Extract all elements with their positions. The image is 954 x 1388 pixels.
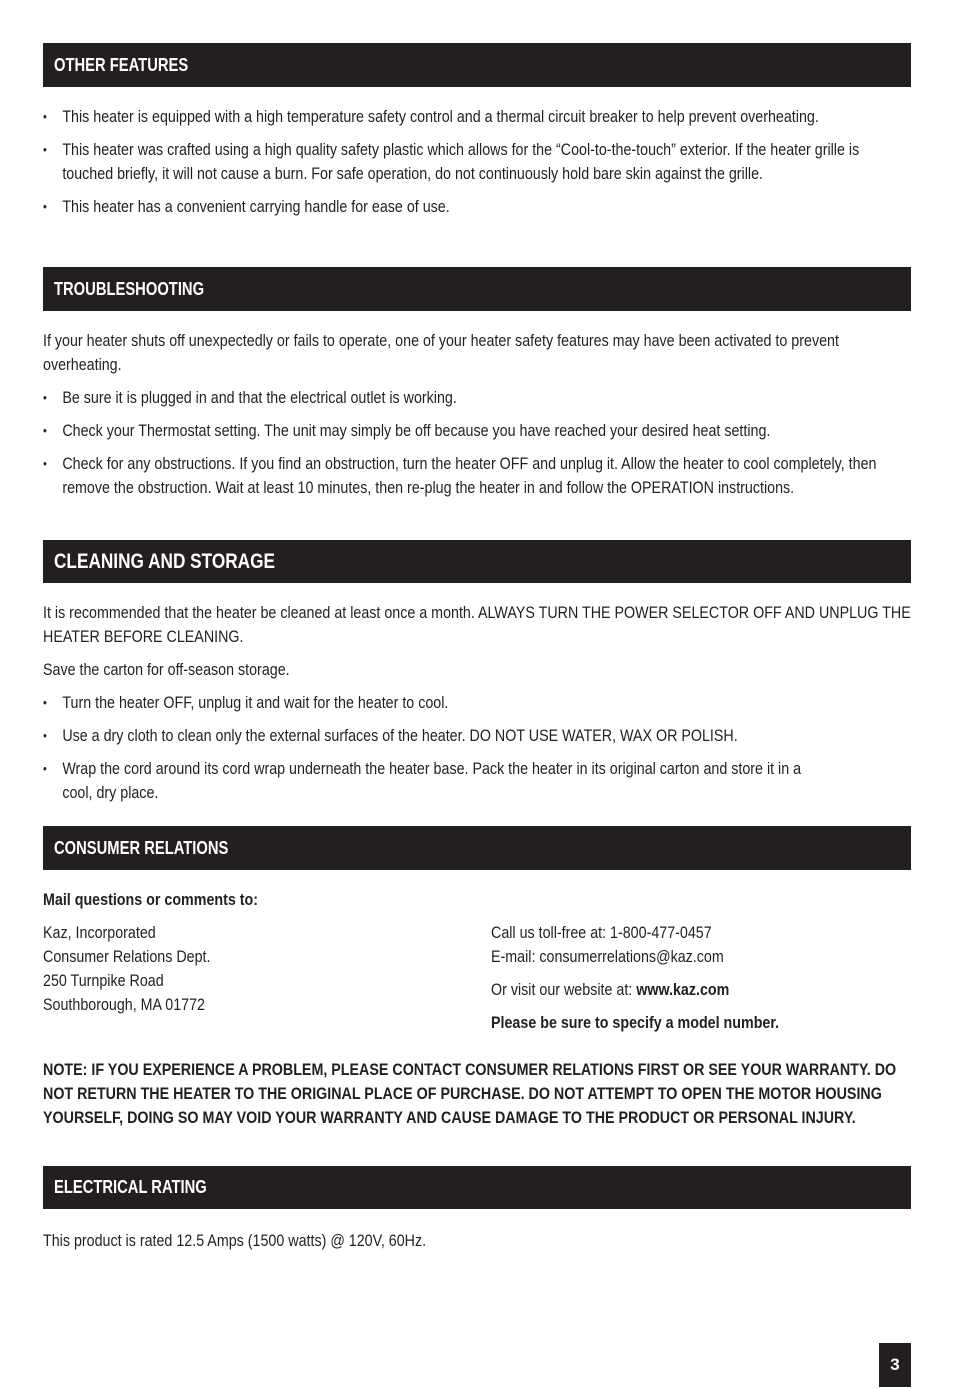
cleaning-intro: It is recommended that the heater be cleaned at least once a month. ALWAYS TURN THE POWER SELECTOR OFF AND UNPLUG THE HEATER BEFORE CLEANING. xyxy=(43,603,911,646)
list-item: • This heater was crafted using a high quality safety plastic which allows for the “Cool-to-the-touch” exterior. If the heater grille is touched briefly, it will not cause a burn. For safe operation, do not continuously hold bare skin against the grille. xyxy=(43,138,913,186)
list-item: • Check your Thermostat setting. The unit may simply be off because you have reached your desired heat setting. xyxy=(43,419,913,443)
website-line: Or visit our website at: www.kaz.com xyxy=(491,980,730,999)
warranty-note: NOTE: IF YOU EXPERIENCE A PROBLEM, PLEASE CONTACT CONSUMER RELATIONS FIRST OR SEE YOUR WARRANTY. DO NOT RETURN THE HEATER TO THE ORIGINAL PLACE OF PURCHASE. DO NOT ATTEMPT TO OPEN THE MOTOR HOUSING YOURSELF, DOING SO MAY VOID YOUR WARRANTY AND CAUSE DAMAGE TO THE PRODUCT OR PERSONAL INJURY. xyxy=(43,1060,897,1127)
list-item: • Use a dry cloth to clean only the external surfaces of the heater. DO NOT USE WATER, WAX OR POLISH. xyxy=(43,724,913,748)
cleaning-body xyxy=(43,601,913,814)
contact-info xyxy=(491,921,911,1035)
list-item: • Wrap the cord around its cord wrap underneath the heater base. Pack the heater in its original carton and store it in a cool, dry place. xyxy=(43,757,913,805)
list-item: • Check for any obstructions. If you find an obstruction, turn the heater OFF and unplug it. Allow the heater to cool completely, then remove the obstruction. Wait at least 10 minutes, then re-plug the heater in and follow the OPERATION instructions. xyxy=(43,452,913,500)
model-number-note: Please be sure to specify a model number. xyxy=(491,1013,780,1032)
website-link[interactable]: www.kaz.com xyxy=(636,980,730,999)
troubleshooting-body xyxy=(43,329,913,509)
other-features-heading: OTHER FEATURES xyxy=(43,43,911,87)
troubleshooting-heading: TROUBLESHOOTING xyxy=(43,267,911,311)
list-item: • Be sure it is plugged in and that the electrical outlet is working. xyxy=(43,386,913,410)
electrical-rating-heading: ELECTRICAL RATING xyxy=(43,1166,911,1209)
email-address: E-mail: consumerrelations@kaz.com xyxy=(491,947,724,966)
list-item: • This heater is equipped with a high temperature safety control and a thermal circuit breaker to help prevent overheating. xyxy=(43,105,913,129)
address-line: Southborough, MA 01772 xyxy=(43,995,205,1014)
other-features-body xyxy=(43,105,913,228)
address-line: Kaz, Incorporated xyxy=(43,923,156,942)
page-number: 3 xyxy=(879,1343,911,1387)
consumer-relations-heading: CONSUMER RELATIONS xyxy=(43,826,911,870)
phone-number: Call us toll-free at: 1-800-477-0457 xyxy=(491,923,712,942)
cleaning-intro-2: Save the carton for off-season storage. xyxy=(43,660,290,679)
address-line: 250 Turnpike Road xyxy=(43,971,164,990)
list-item: • This heater has a convenient carrying handle for ease of use. xyxy=(43,195,913,219)
mailing-address xyxy=(43,921,483,1017)
cleaning-heading: CLEANING AND STORAGE xyxy=(43,540,911,583)
list-item: • Turn the heater OFF, unplug it and wait for the heater to cool. xyxy=(43,691,913,715)
electrical-rating-text: This product is rated 12.5 Amps (1500 watts) @ 120V, 60Hz. xyxy=(43,1231,427,1250)
address-line: Consumer Relations Dept. xyxy=(43,947,211,966)
mail-label: Mail questions or comments to: xyxy=(43,890,259,909)
troubleshooting-intro: If your heater shuts off unexpectedly or fails to operate, one of your heater safety features may have been activated to prevent overheating. xyxy=(43,331,839,374)
